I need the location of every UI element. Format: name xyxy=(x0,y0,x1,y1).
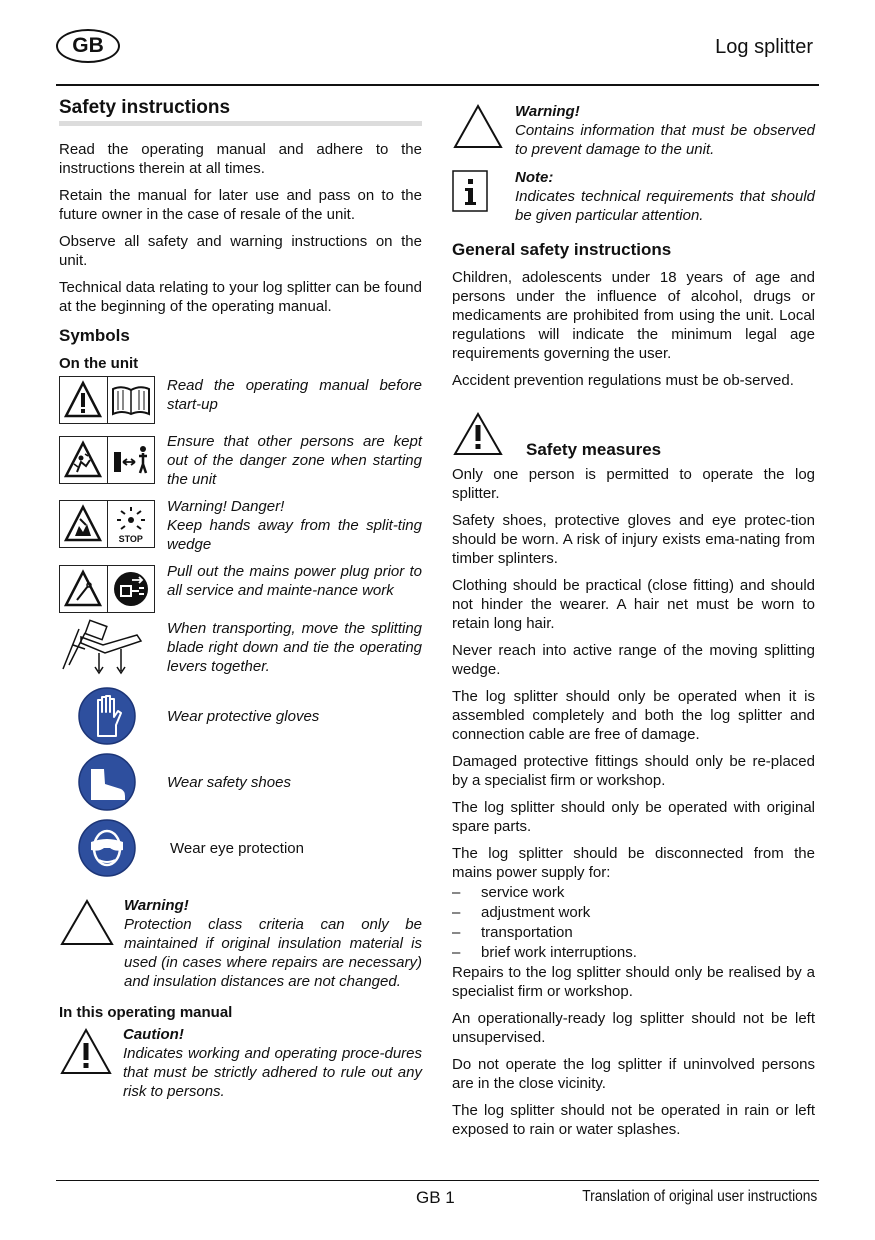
protective-gloves-icon xyxy=(77,686,137,746)
paragraph: Repairs to the log splitter should only be realised by a specialist firm or workshop. xyxy=(452,964,815,1000)
paragraph: Children, adolescents under 18 years of age and persons under the influence of alcohol, drugs or medicaments are prohibited from using the unit. Local regulations will indicate the minimum legal age requirements governing the user. xyxy=(452,269,815,362)
symbol-description: Wear protective gloves xyxy=(167,708,320,725)
caution-title: Caution! xyxy=(123,1026,184,1043)
note-text: Indicates technical requirements that should be given particular attention. xyxy=(515,188,815,224)
paragraph: Clothing should be practical (close fitting) and should not hinder the wearer. A hair net must be worn to retain long hair. xyxy=(452,577,815,632)
disconnect-list xyxy=(452,883,815,963)
warning-title: Warning! xyxy=(515,103,580,120)
symbol-row xyxy=(59,432,422,489)
page-number: GB 1 xyxy=(416,1188,455,1207)
paragraph: Never reach into active range of the moving splitting wedge. xyxy=(452,642,815,678)
document-title: Log splitter xyxy=(715,36,813,58)
info-icon xyxy=(452,170,488,212)
eye-protection-icon xyxy=(77,818,137,878)
symbol-row xyxy=(59,818,422,878)
symbol-description: When transporting, move the splitting blade right down and tie the operating levers together. xyxy=(167,620,422,675)
paragraph: The log splitter should only be operated with original spare parts. xyxy=(452,799,815,835)
paragraph: The log splitter should only be operated when it is assembled completely and both the log splitter and connection cable are free of damage. xyxy=(452,688,815,743)
paragraph: Safety shoes, protective gloves and eye protec-tion should be worn. A risk of injury exists ema-nating from timber splinters. xyxy=(452,512,815,567)
paragraph: An operationally-ready log splitter should not be left unsupervised. xyxy=(452,1010,815,1046)
tool-warning-icon xyxy=(63,569,103,609)
list-item: – adjustment work xyxy=(452,903,815,923)
danger-zone-symbol xyxy=(59,436,155,484)
read-manual-symbol xyxy=(59,376,155,424)
manual-heading: In this operating manual xyxy=(59,1004,233,1021)
symbol-description: Ensure that other persons are kept out of the danger zone when starting the unit xyxy=(167,433,422,488)
caution-triangle-icon xyxy=(59,1027,113,1077)
paragraph: Retain the manual for later use and pass on to the future owner in the case of resale of the unit. xyxy=(59,187,422,223)
warning-triangle-icon xyxy=(452,103,504,151)
symbol-row xyxy=(59,497,422,554)
general-safety-heading: General safety instructions xyxy=(452,240,672,259)
book-icon xyxy=(110,383,152,417)
keep-distance-icon xyxy=(110,442,152,478)
paragraph: Technical data relating to your log splitter can be found at the beginning of the operating manual. xyxy=(59,279,422,315)
symbol-description: Pull out the mains power plug prior to all service and mainte-nance work xyxy=(167,563,422,599)
country-badge: GB xyxy=(56,29,120,63)
note-block xyxy=(452,168,815,225)
symbol-row xyxy=(59,562,422,613)
list-item: – service work xyxy=(452,883,815,903)
paragraph: The log splitter should be disconnected from the mains power supply for: xyxy=(452,845,815,881)
translation-note: Translation of original user instructions xyxy=(581,1188,817,1205)
list-item: – brief work interruptions. xyxy=(452,943,815,963)
paragraph: Do not operate the log splitter if uninvolved persons are in the close vicinity. xyxy=(452,1056,815,1092)
symbol-row xyxy=(59,686,422,746)
footer-rule xyxy=(56,1180,819,1181)
warning-triangle-icon xyxy=(63,380,103,420)
symbols-heading: Symbols xyxy=(59,326,130,345)
caution-triangle-icon xyxy=(452,411,504,457)
stop-label: STOP xyxy=(118,533,143,544)
symbol-description: Read the operating manual before start-up xyxy=(167,377,422,413)
safety-instructions-heading: Safety instructions xyxy=(59,98,422,126)
symbol-description: Wear eye protection xyxy=(170,840,304,857)
symbol-description: Wear safety shoes xyxy=(167,774,291,791)
warning-block xyxy=(59,896,422,991)
on-unit-heading: On the unit xyxy=(59,355,139,372)
caution-block xyxy=(59,1025,422,1101)
transport-position-icon xyxy=(59,619,155,675)
safety-measures-heading: Safety measures xyxy=(526,440,662,459)
flying-debris-warning-icon xyxy=(63,440,103,480)
paragraph: Accident prevention regulations must be ob-served. xyxy=(452,372,794,389)
safety-measures-header xyxy=(452,411,815,457)
unplug-symbol xyxy=(59,565,155,613)
mains-plug-icon xyxy=(112,570,150,608)
right-column xyxy=(452,102,815,1147)
left-column xyxy=(59,98,422,1101)
list-item: – transportation xyxy=(452,923,815,943)
symbol-description: Warning! Danger! Keep hands away from the split-ting wedge xyxy=(167,498,422,553)
header-rule xyxy=(56,84,819,86)
hand-crush-warning-icon xyxy=(63,504,103,544)
note-title: Note: xyxy=(515,169,554,186)
paragraph: Read the operating manual and adhere to the instructions therein at all times. xyxy=(59,141,422,177)
warning-text: Contains information that must be observed to prevent damage to the unit. xyxy=(515,122,815,158)
safety-shoes-icon xyxy=(77,752,137,812)
paragraph: Observe all safety and warning instructions on the unit. xyxy=(59,233,422,269)
symbol-row xyxy=(59,376,422,424)
rotating-hazard-icon xyxy=(113,505,149,535)
warning-text: Protection class criteria can only be maintained if original insulation material is used (in cases where repairs are necessary) and insulation distances are not changed. xyxy=(124,916,422,990)
paragraph: Damaged protective fittings should only be re-placed by a specialist firm or workshop. xyxy=(452,753,815,789)
symbol-row xyxy=(59,752,422,812)
warning-triangle-icon xyxy=(59,898,115,948)
paragraph: The log splitter should not be operated in rain or left exposed to rain or water splashes. xyxy=(452,1102,815,1138)
paragraph: Only one person is permitted to operate the log splitter. xyxy=(452,466,815,502)
symbol-row xyxy=(59,619,422,680)
warning-block xyxy=(452,102,815,159)
hand-danger-symbol xyxy=(59,500,155,548)
warning-title: Warning! xyxy=(124,897,189,914)
caution-text: Indicates working and operating proce-dures that must be strictly adhered to rule out any risk to persons. xyxy=(123,1045,422,1100)
